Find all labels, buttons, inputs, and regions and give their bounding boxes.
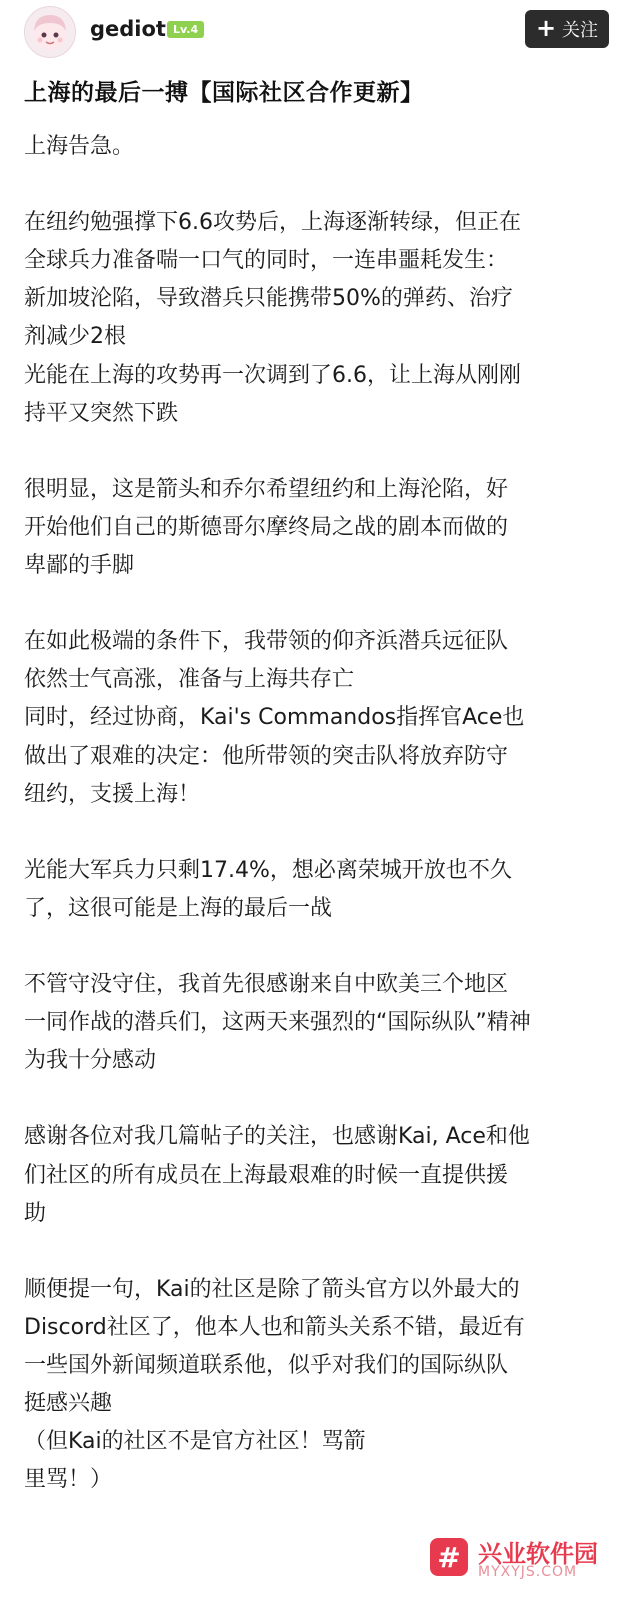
watermark-logo-icon: # (430, 1538, 468, 1576)
post-line: 做出了艰难的决定：他所带领的突击队将放弃防守 (24, 743, 509, 769)
follow-label: 关注 (562, 20, 599, 41)
post-line: 们社区的所有成员在上海最艰难的时候一直提供援 (24, 1162, 509, 1188)
post-line: 顺便提一句，Kai的社区是除了箭头官方以外最大的 (24, 1276, 520, 1302)
post-line: 纽约，支援上海！ (24, 781, 201, 807)
post-line: 同时，经过协商，Kai's Commandos指挥官Ace也 (24, 705, 525, 731)
post-title: 上海的最后一搏【国际社区合作更新】 (24, 80, 424, 106)
post-line: 开始他们自己的斯德哥尔摩终局之战的剧本而做的 (24, 514, 509, 540)
post-line: 很明显，这是箭头和乔尔希望纽约和上海沦陷，好 (24, 476, 509, 502)
post-line: 一些国外新闻频道联系他，似乎对我们的国际纵队 (24, 1353, 509, 1378)
post-line: 在如此极端的条件下，我带领的仰齐浜潜兵远征队 (24, 629, 509, 655)
post-line: 感谢各位对我几篇帖子的关注，也感谢Kai, Ace和他 (24, 1124, 530, 1150)
anime-avatar-icon (25, 7, 75, 57)
post-line: 助 (24, 1200, 47, 1226)
post-line: 一同作战的潜兵们，这两天来强烈的“国际纵队”精神 (24, 1010, 531, 1036)
post-line: 光能大军兵力只剩17.4%，想必离荣城开放也不久 (24, 857, 512, 883)
post-header (0, 0, 640, 62)
post-line (24, 1080, 616, 1118)
level-badge: Lv.4 (167, 21, 204, 38)
post-line (24, 928, 616, 966)
post-line: 持平又突然下跌 (24, 400, 179, 426)
post-line: 了，这很可能是上海的最后一战 (24, 895, 333, 921)
follow-button[interactable] (525, 10, 609, 48)
avatar[interactable] (24, 6, 76, 58)
post-line: Discord社区了，他本人也和箭头关系不错，最近有 (24, 1314, 525, 1340)
username[interactable]: gediot (90, 17, 166, 41)
post-line (24, 166, 616, 204)
post-line: 上海告急。 (24, 134, 135, 159)
post-line: 在纽约勉强撑下6.6攻势后，上海逐渐转绿，但正在 (24, 210, 521, 236)
post-line: 不管守没守住，我首先很感谢来自中欧美三个地区 (24, 972, 509, 998)
post-line: 里骂！） (24, 1467, 113, 1493)
post-line: 卑鄙的手脚 (24, 553, 135, 579)
post-line: 依然士气高涨，准备与上海共存亡 (24, 667, 355, 693)
watermark (426, 1534, 626, 1584)
post-line: 剂减少2根 (24, 324, 126, 350)
post-line: 为我十分感动 (24, 1048, 157, 1074)
post-line (24, 585, 616, 623)
watermark-name: 兴业软件园 (478, 1540, 598, 1568)
post-line (24, 433, 616, 471)
post-line: 光能在上海的攻势再一次调到了6.6，让上海从刚刚 (24, 362, 521, 388)
plus-icon: + (535, 14, 557, 42)
post-body (24, 128, 616, 1499)
post-line: （但Kai的社区不是官方社区！骂箭 (24, 1429, 366, 1455)
post-line (24, 814, 616, 852)
watermark-url: MYXYJS.COM (478, 1564, 578, 1580)
post-line: 挺感兴趣 (24, 1391, 113, 1417)
post-line: 全球兵力准备喘一口气的同时，一连串噩耗发生： (24, 248, 509, 274)
post-line: 新加坡沦陷，导致潜兵只能携带50%的弹药、治疗 (24, 286, 513, 312)
post-line (24, 1233, 616, 1271)
